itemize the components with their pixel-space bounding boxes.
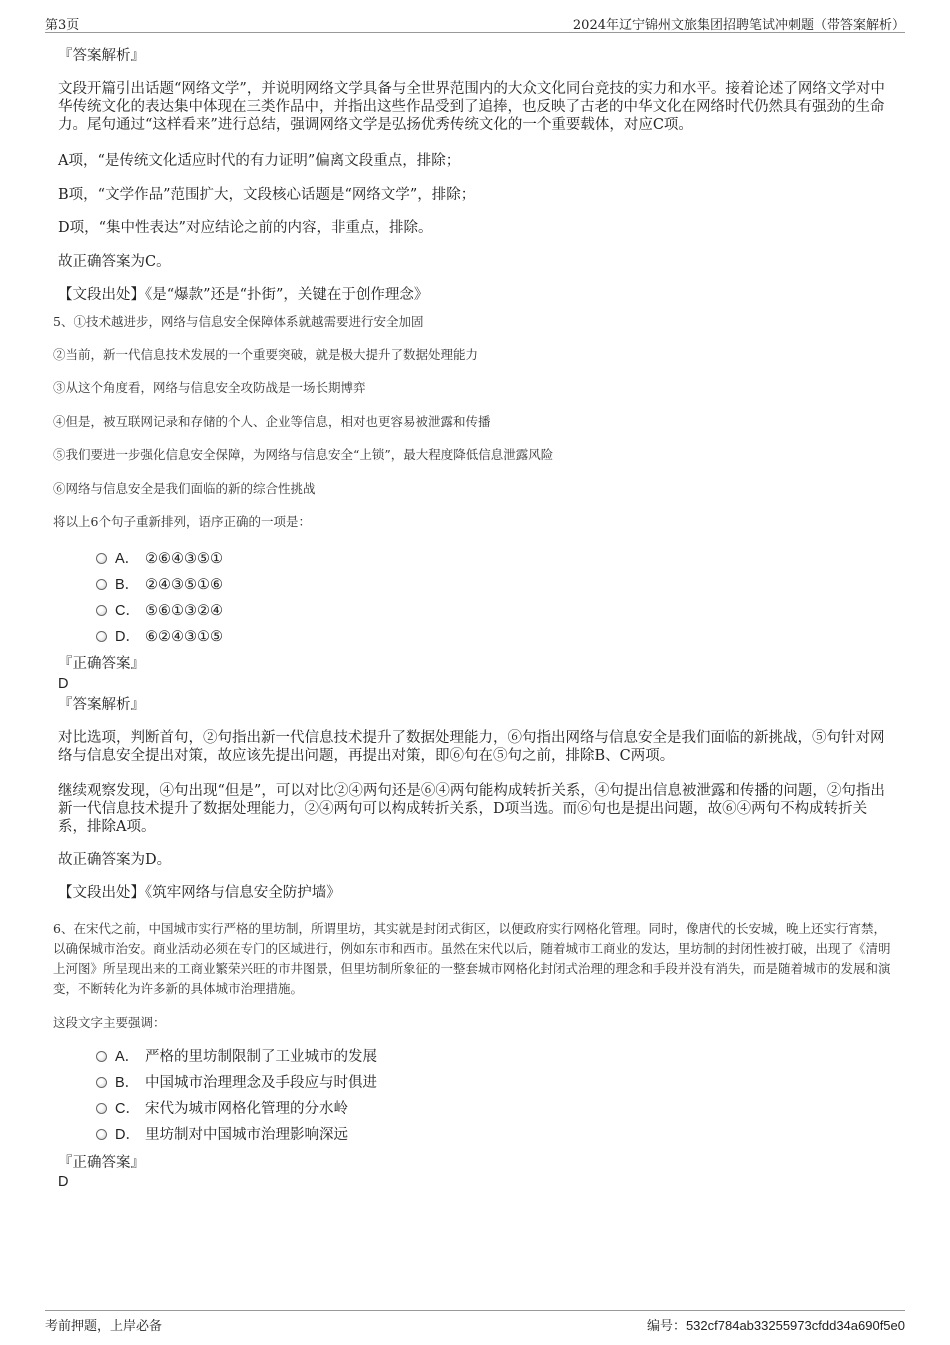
analysis-paragraph: 文段开篇引出话题“网络文学”，并说明网络文学具备与全世界范围内的大众文化同台竞技的实力和水平。接着论述了网络文学对中华传统文化的表达集中体现在三类作品中，并指出这些作品受到了追捧，也反映了古老的中华文化在网络时代仍然具有强劲的生命力。尾句通过“这样看来”进行总结，强调网络文学是弘扬优秀传统文化的一个重要载体，对应C项。 [58, 81, 885, 133]
page-header [45, 12, 905, 33]
option-d[interactable]: D． ⑥②④③①⑤ [96, 627, 223, 647]
radio-icon[interactable] [96, 1051, 107, 1062]
answer-conclusion: 故正确答案为C。 [58, 254, 171, 270]
document-title: 2024年辽宁锦州文旅集团招聘笔试冲刺题（带答案解析） [572, 18, 905, 33]
analysis-paragraph: 对比选项，判断首句，②句指出新一代信息技术提升了数据处理能力，⑥句指出网络与信息安全是我们面临的新挑战，⑤句针对网络与信息安全提出对策，故应该先提出问题，再提出对策，即⑥句在⑤句之前，排除B、C两项。 [58, 730, 885, 764]
radio-icon[interactable] [96, 579, 107, 590]
option-c[interactable]: C． ⑤⑥①③②④ [96, 601, 223, 621]
analysis-paragraph: D项，“集中性表达”对应结论之前的内容，非重点，排除。 [58, 220, 433, 236]
analysis-paragraph: 继续观察发现，④句出现“但是”，可以对比②④两句还是⑥④两句能构成转折关系，④句提出信息被泄露和传播的问题，②句指出新一代信息技术提升了数据处理能力，②④两句可以构成转折关系，D项当选。而⑥句也是提出问题，故⑥④两句不构成转折关系，排除A项。 [58, 783, 885, 835]
page-number: 第3页 [45, 18, 80, 33]
correct-answer: D [58, 1174, 69, 1190]
question-prompt: 将以上6个句子重新排列，语序正确的一项是： [53, 514, 311, 529]
radio-icon[interactable] [96, 1077, 107, 1088]
option-c[interactable]: C． 宋代为城市网格化管理的分水岭 [96, 1099, 348, 1119]
question-sentence: ③从这个角度看，网络与信息安全攻防战是一场长期博弈 [53, 380, 366, 395]
option-d[interactable]: D． 里坊制对中国城市治理影响深远 [96, 1125, 348, 1145]
source-citation: 【文段出处】《筑牢网络与信息安全防护墙》 [58, 885, 341, 901]
question-sentence: 5、①技术越进步，网络与信息安全保障体系就越需要进行安全加固 [53, 314, 424, 329]
radio-icon[interactable] [96, 553, 107, 564]
option-b[interactable]: B． ②④③⑤①⑥ [96, 575, 223, 595]
option-b[interactable]: B． 中国城市治理理念及手段应与时俱进 [96, 1073, 377, 1093]
correct-answer-label: 『正确答案』 [58, 1155, 145, 1171]
analysis-paragraph: A项，“是传统文化适应时代的有力证明”偏离文段重点，排除； [58, 153, 461, 169]
radio-icon[interactable] [96, 1103, 107, 1114]
option-a[interactable]: A． 严格的里坊制限制了工业城市的发展 [96, 1047, 377, 1067]
analysis-label: 『答案解析』 [58, 48, 145, 64]
question-sentence: ②当前，新一代信息技术发展的一个重要突破，就是极大提升了数据处理能力 [53, 347, 479, 362]
document-id: 编号：532cf784ab33255973cfdd34a690f5e0 [646, 1318, 905, 1333]
answer-conclusion: 故正确答案为D。 [58, 852, 172, 868]
analysis-label: 『答案解析』 [58, 697, 145, 713]
question-sentence: ④但是，被互联网记录和存储的个人、企业等信息，相对也更容易被泄露和传播 [53, 414, 491, 429]
question-stem: 6、在宋代之前，中国城市实行严格的里坊制，所谓里坊，其实就是封闭式街区，以便政府实行网格化管理。同时，像唐代的长安城，晚上还实行宵禁，以确保城市治安。商业活动必须在专门的区域进行，例如东市和西市。虽然在宋代以后，随着城市工商业的发达，里坊制的封闭性被打破，出现了《清明上河图》所呈现出来的工商业繁荣兴旺的市井图景，但里坊制所象征的一整套城市网格化封闭式治理的理念和手段并没有消失，而是随着城市的发展和演变，不断转化为许多新的具体城市治理措施。 [53, 921, 891, 996]
radio-icon[interactable] [96, 605, 107, 616]
option-a[interactable]: A． ②⑥④③⑤① [96, 549, 223, 569]
radio-icon[interactable] [96, 631, 107, 642]
source-citation: 【文段出处】《是“爆款”还是“扑街”，关键在于创作理念》 [58, 287, 429, 303]
question-sentence: ⑥网络与信息安全是我们面临的新的综合性挑战 [53, 481, 316, 496]
correct-answer: D [58, 676, 69, 692]
correct-answer-label: 『正确答案』 [58, 656, 145, 672]
analysis-paragraph: B项，“文学作品”范围扩大，文段核心话题是“网络文学”，排除； [58, 187, 476, 203]
question-sentence: ⑤我们要进一步强化信息安全保障，为网络与信息安全“上锁”，最大程度降低信息泄露风险 [53, 447, 554, 462]
radio-icon[interactable] [96, 1129, 107, 1140]
question-prompt: 这段文字主要强调： [53, 1015, 166, 1030]
page-footer [45, 1310, 905, 1335]
footer-slogan: 考前押题，上岸必备 [45, 1319, 163, 1334]
